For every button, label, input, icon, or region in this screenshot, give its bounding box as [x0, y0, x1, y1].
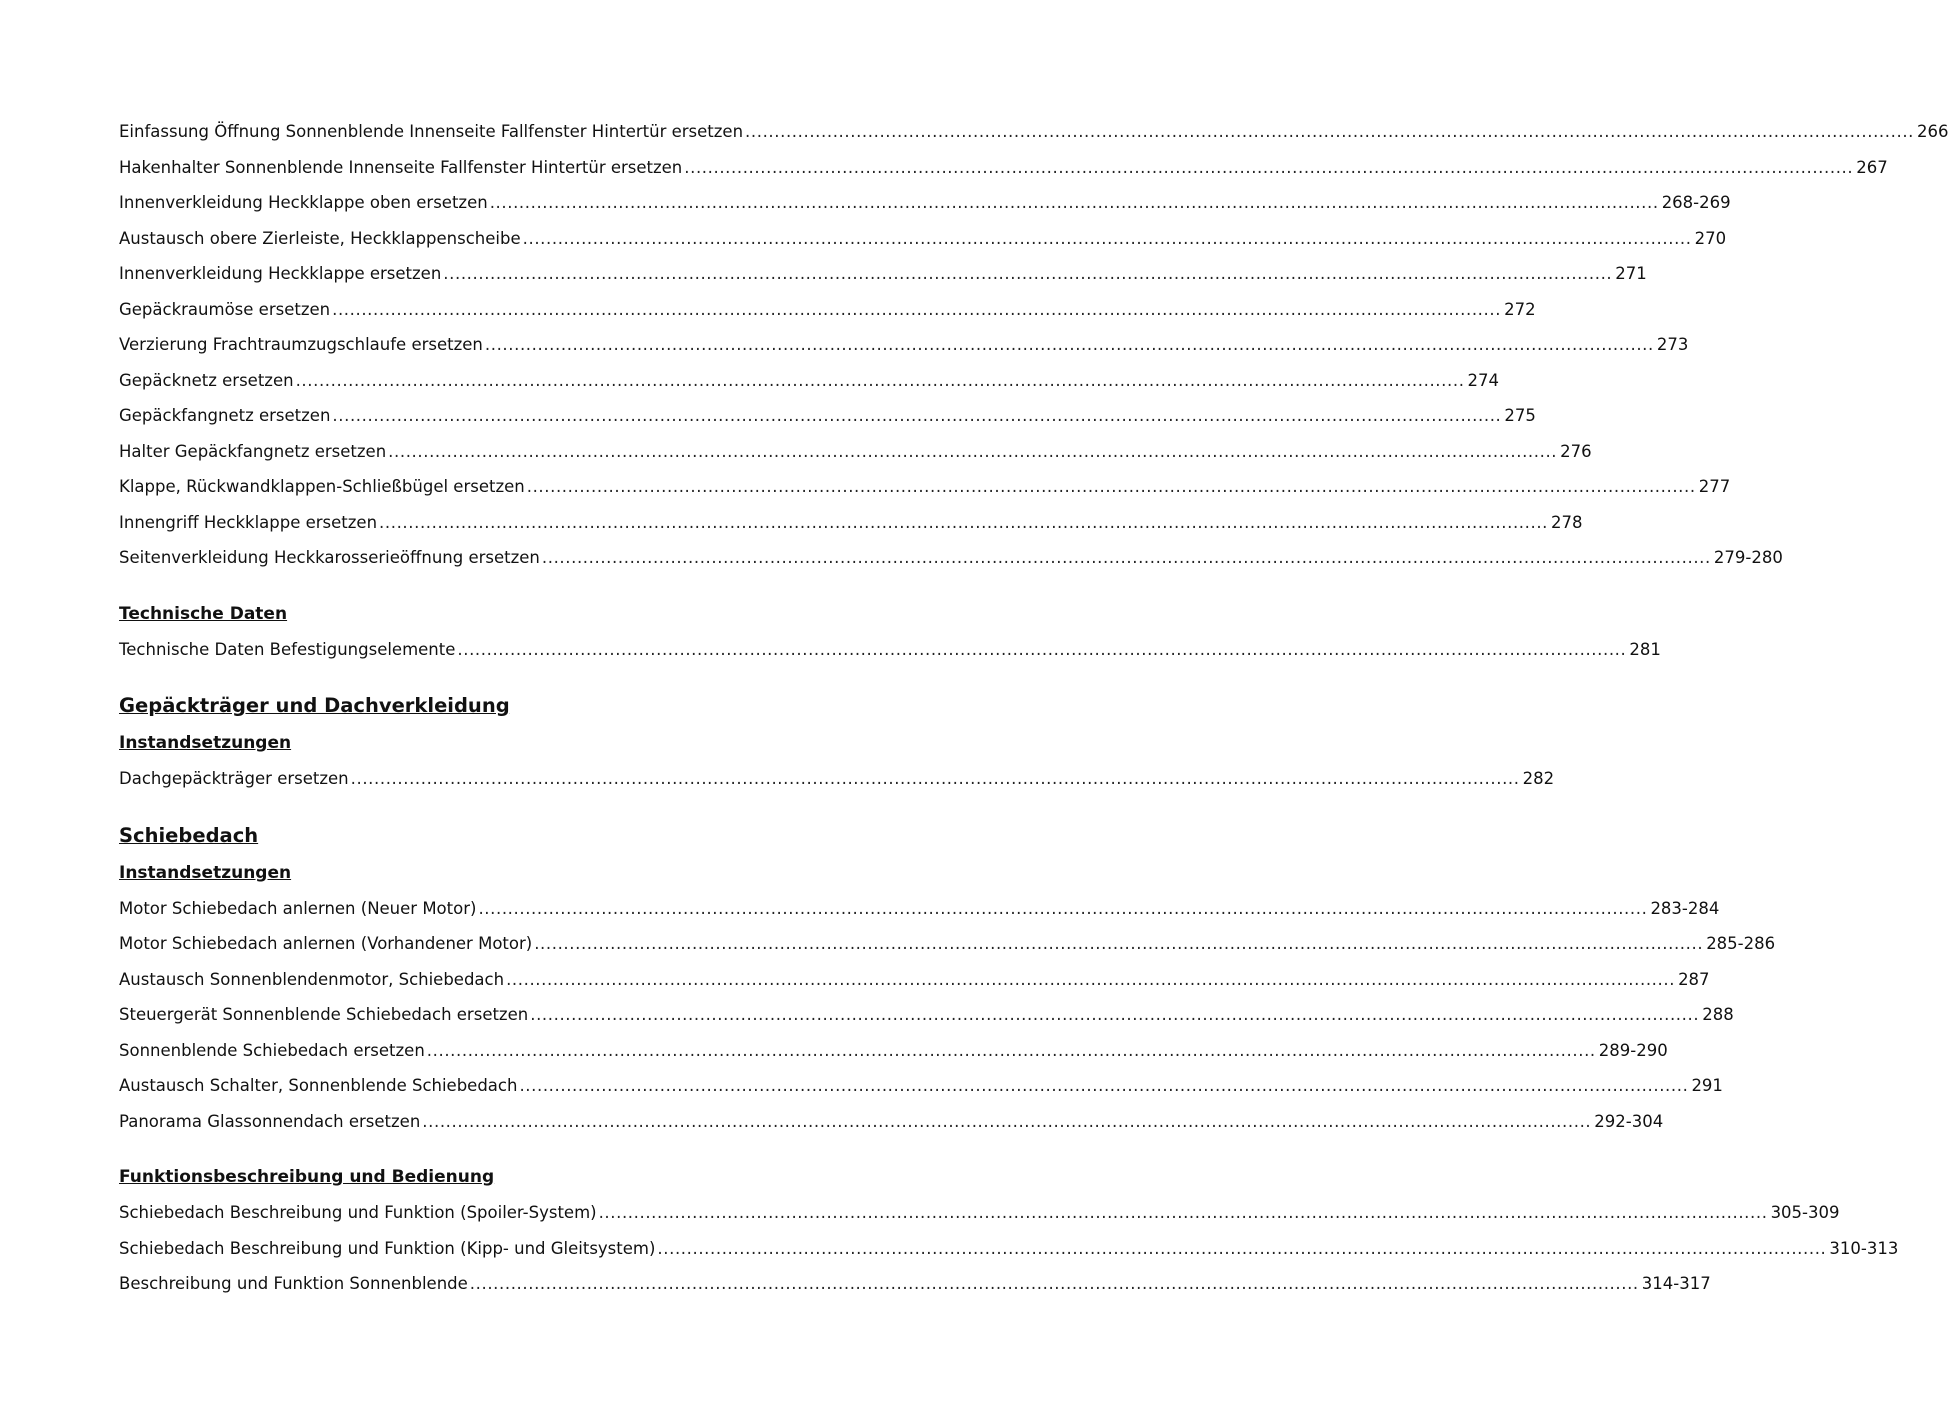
toc-leader-dots: ........................................................................................................................................................................................................: [422, 1111, 1592, 1131]
toc-leader-dots: ........................................................................................................................................................................................................: [519, 1076, 1689, 1095]
toc-entry[interactable]: [119, 434, 1592, 470]
toc-entry-title: Innenverkleidung Heckklappe oben ersetzen: [119, 193, 488, 212]
toc-leader-dots: ........................................................................................................................................................................................................: [534, 934, 1704, 953]
toc-entry-page: 291: [1691, 1076, 1723, 1095]
toc-entry-page: 314-317: [1641, 1274, 1711, 1293]
toc-entry-title: Einfassung Öffnung Sonnenblende Innenseite Fallfenster Hintertür ersetzen: [119, 122, 744, 141]
toc-entry-title: Halter Gepäckfangnetz ersetzen: [119, 441, 387, 461]
toc-entry-page: 283-284: [1650, 898, 1720, 918]
toc-group: [119, 761, 1555, 797]
chapter-heading-schiebedach: Schiebedach: [119, 823, 259, 847]
toc-entry-title: Technische Daten Befestigungselemente: [119, 639, 456, 659]
toc-entry-page: 267: [1856, 157, 1888, 177]
toc-entry-title: Innengriff Heckklappe ersetzen: [119, 512, 378, 532]
toc-leader-dots: ........................................................................................................................................................................................................: [489, 193, 1659, 212]
toc-entry-title: Schiebedach Beschreibung und Funktion (Spoiler-System): [119, 1203, 597, 1222]
chapter-heading-gepaecktraeger: Gepäckträger und Dachverkleidung: [119, 694, 510, 717]
toc-entry[interactable]: [119, 114, 1949, 150]
toc-entry[interactable]: [119, 185, 1731, 221]
toc-entry-title: Beschreibung und Funktion Sonnenblende: [119, 1274, 468, 1293]
toc-entry[interactable]: [119, 891, 1720, 927]
toc-entry-page: 279-280: [1713, 548, 1783, 567]
toc-entry[interactable]: [119, 1266, 1711, 1302]
toc-entry-page: 278: [1551, 512, 1583, 532]
toc-entry-page: 288: [1702, 1005, 1734, 1024]
toc-entry-title: Seitenverkleidung Heckkarosserieöffnung ersetzen: [119, 548, 540, 567]
toc-entry[interactable]: [119, 540, 1783, 576]
toc-entry-page: 271: [1615, 264, 1647, 283]
toc-entry-page: 310-313: [1829, 1238, 1899, 1258]
toc-entry-title: Gepäcknetz ersetzen: [119, 370, 294, 390]
toc-entry-title: Gepäckraumöse ersetzen: [119, 299, 331, 319]
toc-entry-page: 270: [1694, 228, 1727, 248]
toc-entry-title: Sonnenblende Schiebedach ersetzen: [119, 1040, 425, 1060]
toc-entry[interactable]: [119, 1104, 1664, 1140]
toc-entry[interactable]: [119, 1033, 1668, 1069]
toc-leader-dots: ........................................................................................................................................................................................................: [598, 1203, 1768, 1222]
spacer: [119, 667, 881, 687]
toc-entry-title: Austausch obere Zierleiste, Heckklappenscheibe: [119, 228, 521, 248]
toc-entry[interactable]: [119, 469, 1731, 505]
toc-entry-page: 273: [1656, 335, 1689, 354]
toc-leader-dots: ........................................................................................................................................................................................................: [350, 769, 1520, 788]
toc-entry-title: Innenverkleidung Heckklappe ersetzen: [119, 264, 442, 283]
toc-entry-page: 274: [1467, 370, 1500, 390]
toc-leader-dots: ........................................................................................................................................................................................................: [332, 299, 1502, 319]
toc-entry[interactable]: [119, 1068, 1723, 1104]
toc-entry[interactable]: [119, 327, 1689, 363]
spacer: [119, 576, 881, 596]
toc-entry[interactable]: [119, 363, 1500, 399]
toc-entry-title: Hakenhalter Sonnenblende Innenseite Fallfenster Hintertür ersetzen: [119, 157, 683, 177]
toc-entry-page: 272: [1504, 299, 1536, 319]
toc-leader-dots: ........................................................................................................................................................................................................: [443, 264, 1613, 283]
toc-entry[interactable]: [119, 505, 1583, 541]
toc-entry-page: 287: [1678, 969, 1710, 989]
toc-entry[interactable]: [119, 1231, 1899, 1267]
toc-entry[interactable]: [119, 221, 1727, 257]
toc-leader-dots: ........................................................................................................................................................................................................: [469, 1274, 1639, 1293]
toc-entry-page: 305-309: [1770, 1203, 1840, 1222]
toc-entry-page: 285-286: [1706, 934, 1776, 953]
toc-leader-dots: ........................................................................................................................................................................................................: [388, 441, 1558, 461]
toc-entry[interactable]: [119, 761, 1555, 797]
toc-leader-dots: ........................................................................................................................................................................................................: [506, 969, 1676, 989]
toc-entry-page: 268-269: [1661, 193, 1731, 212]
toc-leader-dots: ........................................................................................................................................................................................................: [426, 1040, 1596, 1060]
toc-entry-page: 281: [1629, 639, 1661, 659]
toc-entry-title: Gepäckfangnetz ersetzen: [119, 406, 331, 425]
toc-entry-title: Austausch Sonnenblendenmotor, Schiebedach: [119, 969, 505, 989]
toc-entry[interactable]: [119, 292, 1536, 328]
toc-leader-dots: ........................................................................................................................................................................................................: [657, 1238, 1827, 1258]
section-heading-funktionsbeschreibung: Funktionsbeschreibung und Bedienung: [119, 1167, 495, 1187]
toc-group: [119, 891, 1776, 1140]
toc-entry-page: 282: [1522, 769, 1555, 788]
toc-leader-dots: ........................................................................................................................................................................................................: [484, 335, 1654, 354]
toc-leader-dots: ........................................................................................................................................................................................................: [684, 157, 1854, 177]
toc-entry-title: Verzierung Frachtraumzugschlaufe ersetzen: [119, 335, 483, 354]
toc-entry-title: Motor Schiebedach anlernen (Neuer Motor): [119, 898, 477, 918]
section-heading-instandsetzungen: Instandsetzungen: [119, 733, 292, 753]
toc-group: [119, 632, 1661, 668]
toc-leader-dots: ........................................................................................................................................................................................................: [478, 898, 1648, 918]
toc-entry-page: 289-290: [1598, 1040, 1668, 1060]
toc-leader-dots: ........................................................................................................................................................................................................: [745, 122, 1915, 141]
section-heading-technische-daten: Technische Daten: [119, 603, 288, 624]
toc-entry-title: Klappe, Rückwandklappen-Schließbügel ersetzen: [119, 477, 525, 496]
toc-entry-page: 266: [1917, 122, 1949, 141]
toc-entry[interactable]: [119, 256, 1647, 292]
toc-leader-dots: ........................................................................................................................................................................................................: [526, 477, 1696, 496]
toc-leader-dots: ........................................................................................................................................................................................................: [295, 370, 1465, 390]
spacer: [119, 1139, 881, 1159]
toc-entry-title: Panorama Glassonnendach ersetzen: [119, 1111, 421, 1131]
toc-leader-dots: ........................................................................................................................................................................................................: [332, 406, 1502, 425]
toc-entry-page: 292-304: [1594, 1111, 1664, 1131]
toc-entry-title: Austausch Schalter, Sonnenblende Schiebedach: [119, 1076, 518, 1095]
toc-entry-page: 275: [1504, 406, 1536, 425]
toc-leader-dots: ........................................................................................................................................................................................................: [457, 639, 1627, 659]
toc-entry-title: Schiebedach Beschreibung und Funktion (Kipp- und Gleitsystem): [119, 1238, 656, 1258]
toc-group: [119, 114, 1949, 576]
spacer: [119, 797, 881, 817]
toc-leader-dots: ........................................................................................................................................................................................................: [379, 512, 1549, 532]
toc-entry[interactable]: [119, 997, 1734, 1033]
toc-entry-title: Steuergerät Sonnenblende Schiebedach ersetzen: [119, 1005, 529, 1024]
toc-entry[interactable]: [119, 150, 1888, 186]
toc-entry[interactable]: [119, 926, 1776, 962]
toc-entry[interactable]: [119, 632, 1661, 668]
section-heading-instandsetzungen: Instandsetzungen: [119, 862, 292, 883]
toc-leader-dots: ........................................................................................................................................................................................................: [522, 228, 1692, 248]
toc-entry[interactable]: [119, 1195, 1840, 1231]
toc-entry[interactable]: [119, 962, 1710, 998]
toc-entry[interactable]: [119, 398, 1536, 434]
toc-entry-title: Dachgepäckträger ersetzen: [119, 769, 349, 788]
toc-group: [119, 1195, 1899, 1302]
toc-leader-dots: ........................................................................................................................................................................................................: [541, 548, 1711, 567]
toc-leader-dots: ........................................................................................................................................................................................................: [530, 1005, 1700, 1024]
toc-entry-page: 277: [1698, 477, 1731, 496]
toc-entry-title: Motor Schiebedach anlernen (Vorhandener Motor): [119, 934, 533, 953]
table-of-contents: [119, 114, 1949, 1302]
toc-entry-page: 276: [1560, 441, 1592, 461]
